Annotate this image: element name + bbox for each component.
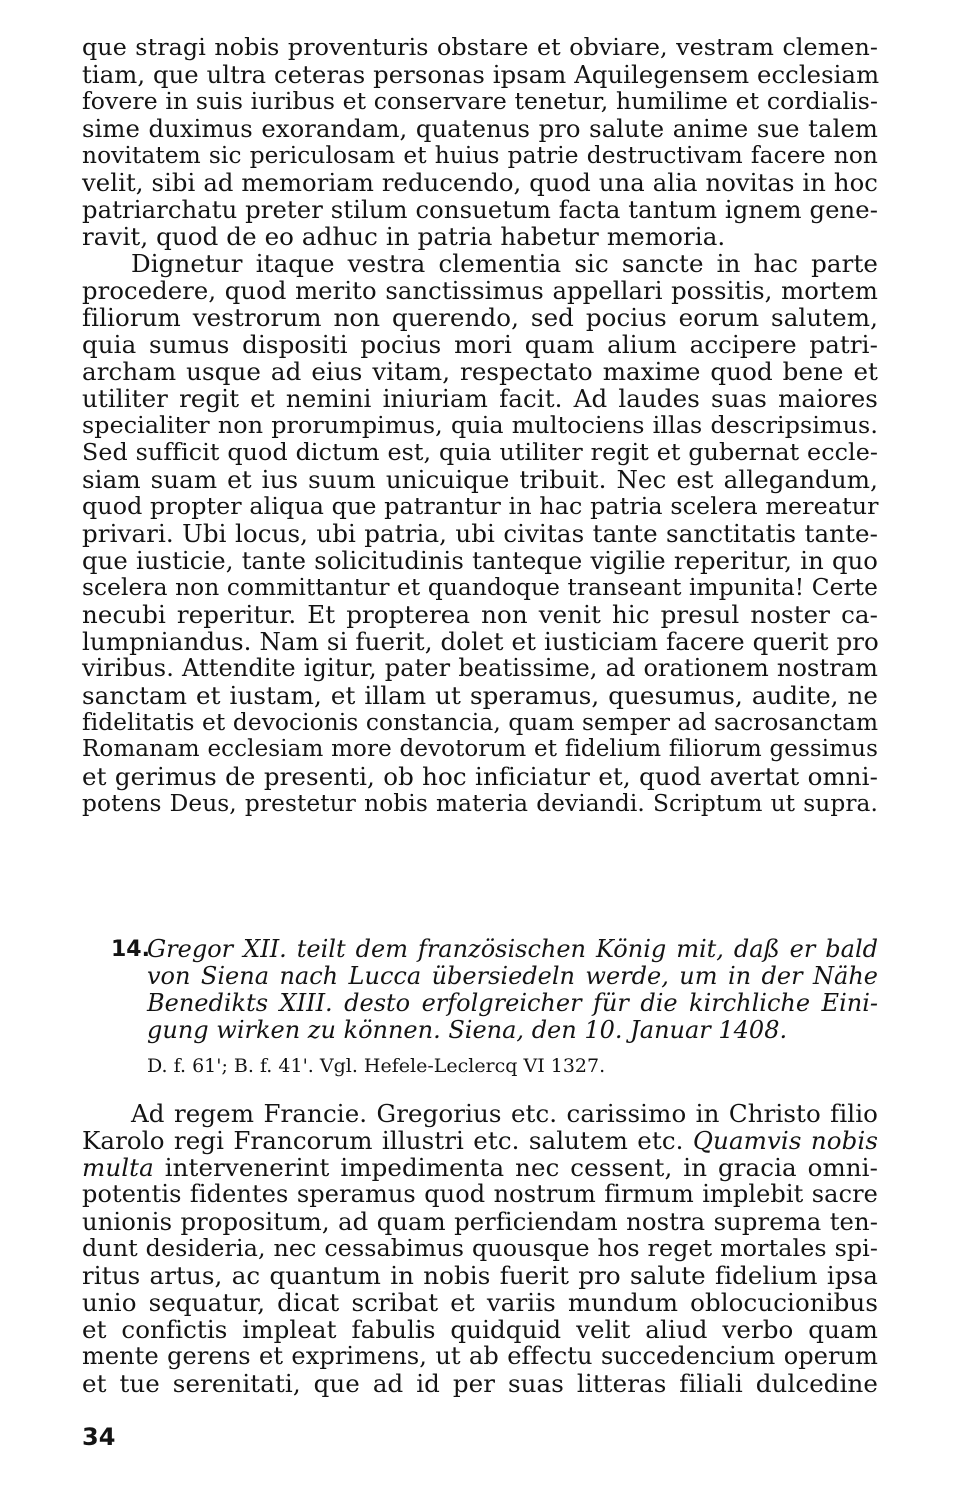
incipit-text: Quamvis nobis bbox=[692, 1126, 878, 1155]
text-line: Romanam ecclesiam more devotorum et fidelium filiorum gessimus bbox=[82, 736, 878, 762]
text-segment: Karolo regi Francorum illustri etc. salutem etc. bbox=[82, 1126, 684, 1155]
text-line: potens Deus, prestetur nobis materia deviandi. Scriptum ut supra. bbox=[82, 790, 878, 817]
text-line: siam suam et ius suum unicuique tribuit. Nec est allegandum, bbox=[82, 465, 878, 494]
text-line: fovere in suis iuribus et conservare tenetur, humilime et cordialis- bbox=[82, 87, 878, 115]
text-line: ravit, quod de eo adhuc in patria habetur memoria. bbox=[82, 222, 726, 251]
source-references: D. f. 61'; B. f. 41'. Vgl. Hefele-Leclercq VI 1327. bbox=[147, 1055, 606, 1077]
text-line: quod propter aliqua que patrantur in hac patria scelera mereatur bbox=[82, 492, 879, 520]
text-line: novitatem sic periculosam et huius patrie destructivam facere non bbox=[82, 142, 878, 169]
text-line: Dignetur itaque vestra clementia sic sancte in hac parte bbox=[131, 249, 878, 278]
text-line: fidelitatis et devocionis constancia, quam semper ad sacrosanctam bbox=[82, 709, 879, 736]
text-line bbox=[82, 1127, 878, 1154]
page-number: 34 bbox=[82, 1423, 116, 1451]
text-line: mente gerens et exprimens, ut ab effectu succedencium operum bbox=[82, 1342, 878, 1370]
text-line: et tue serenitati, que ad id per suas litteras filiali dulcedine bbox=[82, 1369, 878, 1398]
text-line: privari. Ubi locus, ubi patria, ubi civitas tante sanctitatis tante- bbox=[82, 519, 878, 548]
text-line: et confictis impleat fabulis quidquid velit aliud verbo quam bbox=[82, 1315, 878, 1344]
text-line: que stragi nobis proventuris obstare et obviare, vestram clemen- bbox=[82, 33, 878, 61]
text-line: necubi reperitur. Et propterea non venit hic presul noster ca- bbox=[82, 600, 878, 629]
text-line: que iusticie, tante solicitudinis tanteque vigilie reperitur, in quo bbox=[82, 546, 878, 575]
text-line: velit, sibi ad memoriam reducendo, quod una alia novitas in hoc bbox=[82, 168, 878, 197]
text-line: Ad regem Francie. Gregorius etc. carissimo in Christo filio bbox=[131, 1099, 878, 1128]
text-line: specialiter non prorumpimus, quia multociens illas descripsimus. bbox=[82, 411, 878, 439]
section-heading-line: von Siena nach Lucca übersiedeln werde, um in der Nähe bbox=[147, 962, 878, 990]
section-number: 14. bbox=[111, 937, 150, 962]
text-line: dunt desideria, nec cessabimus quousque hos reget mortales spi- bbox=[82, 1234, 878, 1262]
text-line: viribus. Attendite igitur, pater beatissime, ad orationem nostram bbox=[82, 654, 878, 682]
text-line: sime duximus exorandam, quatenus pro salute anime sue talem bbox=[82, 114, 878, 143]
text-segment: intervenerint impedimenta nec cessent, in gracia omni- bbox=[164, 1153, 878, 1182]
section-heading-line: Gregor XII. teilt dem französischen König mit, daß er bald bbox=[147, 935, 878, 963]
text-line: filiorum vestrorum non querendo, sed pocius eorum salutem, bbox=[82, 303, 878, 332]
text-line: archam usque ad eius vitam, respectato maxime quod bene et bbox=[82, 357, 878, 386]
text-line: ritus artus, ac quantum in nobis fuerit pro salute fidelium ipsa bbox=[82, 1261, 878, 1290]
text-line: lumpniandus. Nam si fuerit, dolet et iusticiam facere querit pro bbox=[82, 627, 879, 656]
incipit-text: multa bbox=[82, 1153, 154, 1182]
text-line: et gerimus de presenti, ob hoc inficiatur et, quod avertat omni- bbox=[82, 762, 878, 791]
text-line: tiam, que ultra ceteras personas ipsam Aquilegensem ecclesiam bbox=[82, 60, 880, 89]
section-heading-line: Benedikts XIII. desto erfolgreicher für die kirchliche Eini- bbox=[147, 989, 878, 1017]
text-line: unio sequatur, dicat scribat et variis mundum oblocucionibus bbox=[82, 1288, 878, 1317]
text-line: patriarchatu preter stilum consuetum facta tantum ignem gene- bbox=[82, 195, 878, 224]
text-line: procedere, quod merito sanctissimus appellari possitis, mortem bbox=[82, 276, 878, 305]
text-line: unionis propositum, ad quam perficiendam nostra suprema ten- bbox=[82, 1207, 878, 1236]
text-line bbox=[82, 1154, 878, 1181]
text-line: scelera non committantur et quandoque transeant impunita! Certe bbox=[82, 574, 878, 601]
section-heading-line: gung wirken zu können. Siena, den 10. Januar 1408. bbox=[147, 1016, 788, 1044]
text-line: quia sumus dispositi pocius mori quam alium accipere patri- bbox=[82, 330, 878, 359]
text-line: potentis fidentes speramus quod nostrum firmum implebit sacre bbox=[82, 1180, 878, 1208]
text-line: sanctam et iustam, et illam ut speramus, quesumus, audite, ne bbox=[82, 681, 878, 710]
text-line: utiliter regit et nemini iniuriam facit. Ad laudes suas maiores bbox=[82, 384, 878, 413]
text-line: Sed sufficit quod dictum est, quia utiliter regit et gubernat eccle- bbox=[82, 438, 878, 466]
